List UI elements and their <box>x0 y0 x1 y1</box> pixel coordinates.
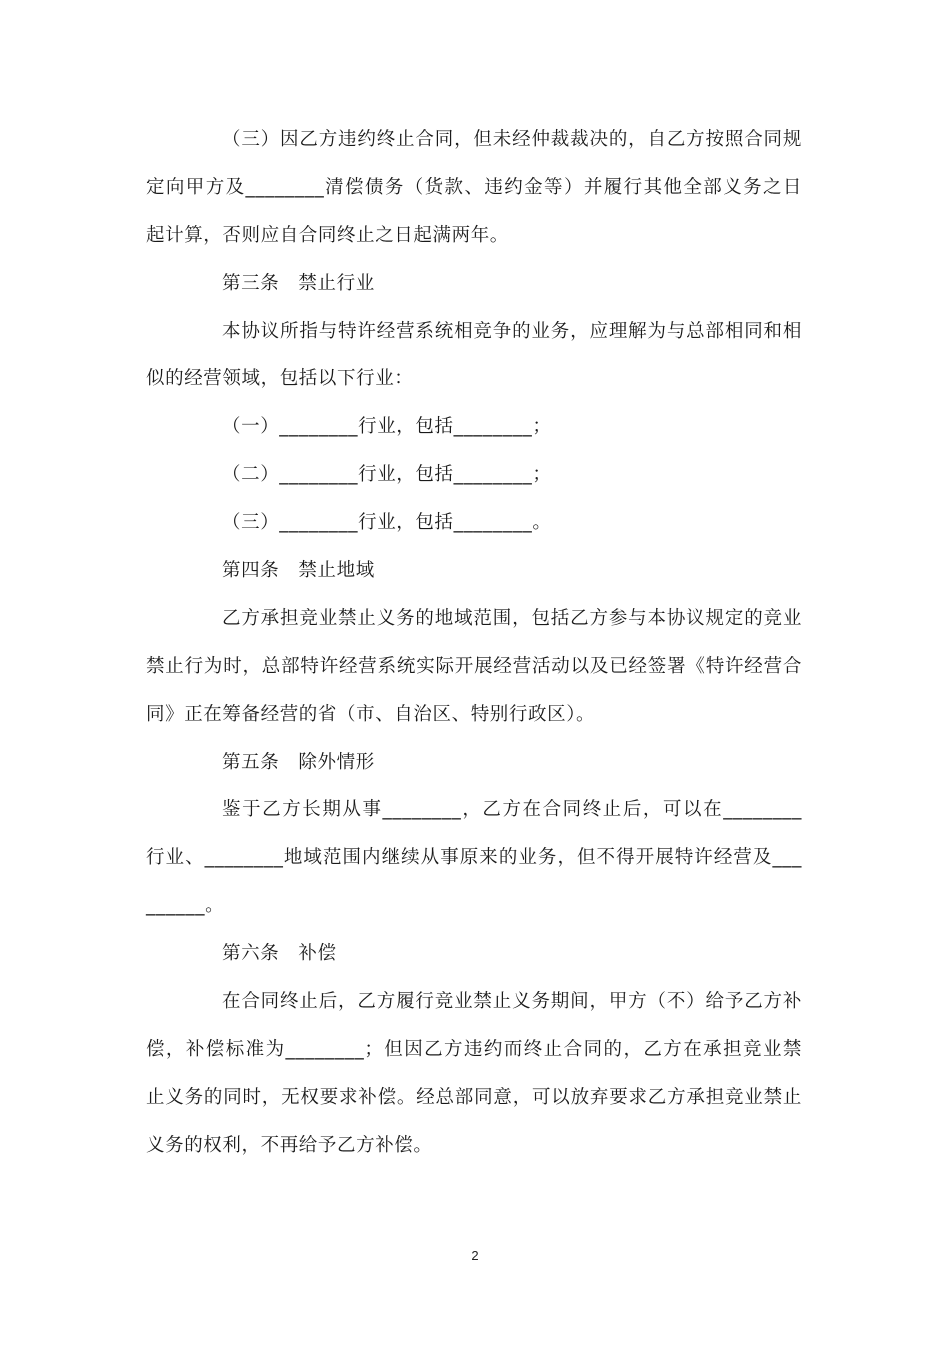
paragraph-line: 鉴于乙方长期从事________，乙方在合同终止后，可以在________ <box>222 799 802 821</box>
paragraph-line: 止义务的同时，无权要求补偿。经总部同意，可以放弃要求乙方承担竞业禁止 <box>146 1086 802 1108</box>
paragraph-line: 定向甲方及________清偿债务（货款、违约金等）并履行其他全部义务之日 <box>146 176 802 198</box>
paragraph-line: 乙方承担竞业禁止义务的地域范围，包括乙方参与本协议规定的竞业 <box>222 607 802 629</box>
article-heading-5: 第五条 除外情形 <box>222 751 375 773</box>
document-body <box>146 116 802 1170</box>
paragraph-line: 禁止行为时，总部特许经营系统实际开展经营活动以及已经签署《特许经营合 <box>146 655 802 677</box>
list-item: （二）________行业，包括________； <box>222 464 552 486</box>
paragraph-line: 在合同终止后，乙方履行竞业禁止义务期间，甲方（不）给予乙方补 <box>222 991 802 1013</box>
article-heading-6: 第六条 补偿 <box>222 943 337 965</box>
paragraph-line: ______。 <box>146 895 225 917</box>
paragraph-line: 本协议所指与特许经营系统相竞争的业务，应理解为与总部相同和相 <box>222 320 802 342</box>
paragraph-line: 起计算，否则应自合同终止之日起满两年。 <box>146 224 509 246</box>
paragraph-line: 义务的权利，不再给予乙方补偿。 <box>146 1134 433 1156</box>
paragraph-line: 偿，补偿标准为________；但因乙方违约而终止合同的，乙方在承担竞业禁 <box>146 1038 802 1060</box>
paragraph-line: （三）因乙方违约终止合同，但未经仲裁裁决的，自乙方按照合同规 <box>222 129 802 150</box>
page-number: 2 <box>471 1248 479 1263</box>
article-heading-4: 第四条 禁止地域 <box>222 560 375 582</box>
article-heading-3: 第三条 禁止行业 <box>222 272 375 294</box>
paragraph-line: 行业、________地域范围内继续从事原来的业务，但不得开展特许经营及___ <box>146 847 802 869</box>
paragraph-line: 同》正在筹备经营的省（市、自治区、特别行政区）。 <box>146 703 596 725</box>
list-item: （三）________行业，包括________。 <box>222 512 552 534</box>
list-item: （一）________行业，包括________； <box>222 416 552 438</box>
paragraph-line: 似的经营领域，包括以下行业： <box>146 368 414 390</box>
